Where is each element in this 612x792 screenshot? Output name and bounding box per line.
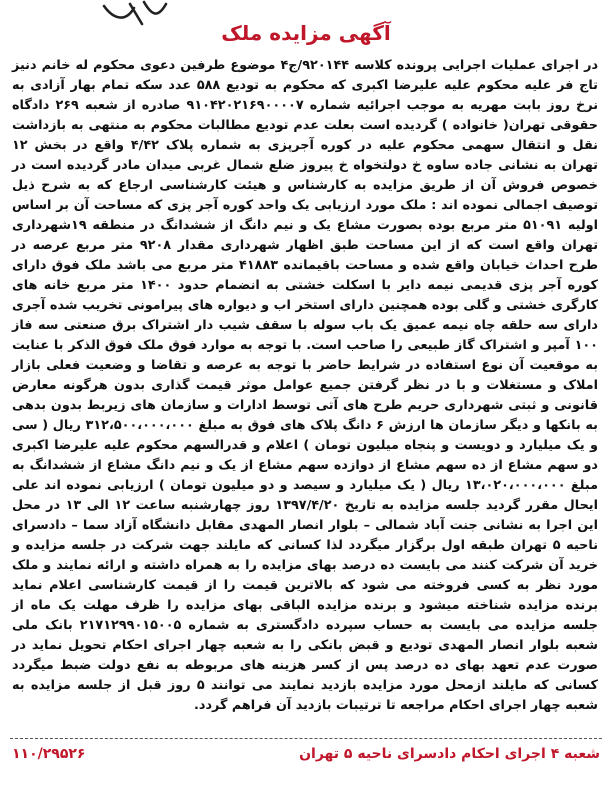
issuer-signature: شعبه ۴ اجرای احکام دادسرای ناحیه ۵ تهران xyxy=(299,746,600,762)
notice-title: آگهی مزایده ملک xyxy=(221,21,391,45)
notice-body-text: در اجرای عملیات اجرایی پرونده کلاسه ۹۲۰۱۴۴/ج۴ موضوع طرفین دعوی محکوم له خانم دنیز تاج فر علیه محکوم علیه علیرضا اکبری که محکوم به تودیع ۵۸۸ عدد سکه تمام بهار آزادی به نرخ روز بابت مهریه به موجب اجرائیه شماره ۹۱۰۴۲۰۲۱۶۹۰۰۰۰۷ صادره از شعبه ۲۶۹ دادگاه حقوقی تهران( خانواده ) گردیده است بعلت عدم تودیع مطالبات محکوم به منتهی به بازداشت نقل و انتقال سهمی محکوم علیه در کوره آجرپزی به شماره پلاک ۴/۴۲ واقع در بخش ۱۲ تهران به نشانی جاده ساوه خ دولتخواه خ پیروز ضلع شمال غربی میدان مادر گردیده است در خصوص فروش آن از طریق مزایده به کارشناس و هیئت کارشناسی ارجاع که به شرح ذیل توصیف اجمالی نموده اند : ملک مورد ارزیابی یک واحد کوره آجر پزی که مساحت آن بر اساس اولیه ۵۱۰۹۱ متر مربع بوده بصورت مشاع یک و نیم دانگ از ششدانگ در منطقه ۱۹شهرداری تهران واقع است که از این مساحت طبق اظهار شهرداری مقدار ۹۲۰۸ متر مربع عرصه در طرح احداث خیابان واقع شده و مساحت باقیمانده ۴۱۸۸۳ متر مربع می باشد ملک فوق دارای کوره آجر پزی قدیمی نیمه دایر با اسکلت خشتی به انضمام حدود ۱۴۰۰ متر مربع خانه های کارگری خشتی و گلی بوده همچنین دارای استخر اب و دیواره های پیرامونی تخریب شده آجری دارای سه حلقه چاه نیمه عمیق یک باب سوله با سقف شیب دار اشتراک برق صنعتی سه فاز ۱۰۰ آمپر و اشتراک گاز طبیعی را صاحب است. با توجه به موارد فوق ملک فوق الذکر با عنایت به موقعیت آن نوع استفاده در شرایط حاضر با توجه به عرصه و تقاضا و وضعیت فعلی بازار املاک و مستغلات و با در نظر گرفتن جمیع عوامل موثر قیمت گذاری بدون هرگونه معارض قانونی و ثبتی شهرداری حریم طرح های آتی توسط ادارات و سازمان های زیربط بدون بدهی به بانکها و دیگر سازمان ها ارزش ۶ دانگ پلاک های فوق به مبلغ ۳۱۲،۵۰۰،۰۰۰،۰۰۰ ریال ( سی و یک میلیارد و دویست و پنجاه میلیون تومان ) اعلام و قدرالسهم محکوم علیه علیرضا اکبری دو سهم مشاع از ده سهم مشاع از دوازده سهم مشاع از یک و نیم دانگ مشاع از ششدانگ به مبلغ ۱۳،۰۲۰،۰۰۰،۰۰۰ ریال ( یک میلیارد و سیصد و دو میلیون تومان ) ارزیابی نموده اند علی ایحال مقرر گردید جلسه مزایده به تاریخ ۱۳۹۷/۴/۲۰ روز چهارشنبه ساعت ۱۲ الی ۱۳ در محل این اجرا به نشانی جنت آباد شمالی – بلوار انصار المهدی مقابل دانشگاه آزاد سما – دادسرای ناحیه ۵ تهران طبقه اول برگزار میگردد لذا کسانی که مایلند جهت شرکت در جلسه مزایده و خرید آن شرکت کنند می بایست ده درصد بهای مزایده را به همراه داشته و ارائه نمایند و ملک مورد نظر به کسی فروخته می شود که بالاترین قیمت را از قیمت کارشناسی اعلام نماید برنده مزایده شناخته میشود و برنده مزایده الباقی بهای مزایده را ظرف مهلت یک ماه از جلسه مزایده می بایست به حساب سپرده دادگستری به شماره ۲۱۷۱۲۹۹۰۱۵۰۰۵ بانک ملی شعبه بلوار انصار المهدی تودیع و قبض بانکی را به شعبه چهار اجرای احکام تحویل نماید در صورت عدم تعهد بهای ده درصد پس از کسر هزینه های مربوطه به نفع دولت ضبط میگردد کسانی که مایلند ازمحل مورد مزایده بازدید نمایند می توانند ۵ روز قبل از جلسه مزایده به شعبه چهار اجرای احکام مراجعه تا ترتیبات بازدید آن فراهم گردد. xyxy=(12,58,599,713)
notice-code: ۱۱۰/۲۹۵۲۶ xyxy=(12,746,86,762)
footer-divider xyxy=(10,738,602,739)
notice-body xyxy=(12,56,598,716)
